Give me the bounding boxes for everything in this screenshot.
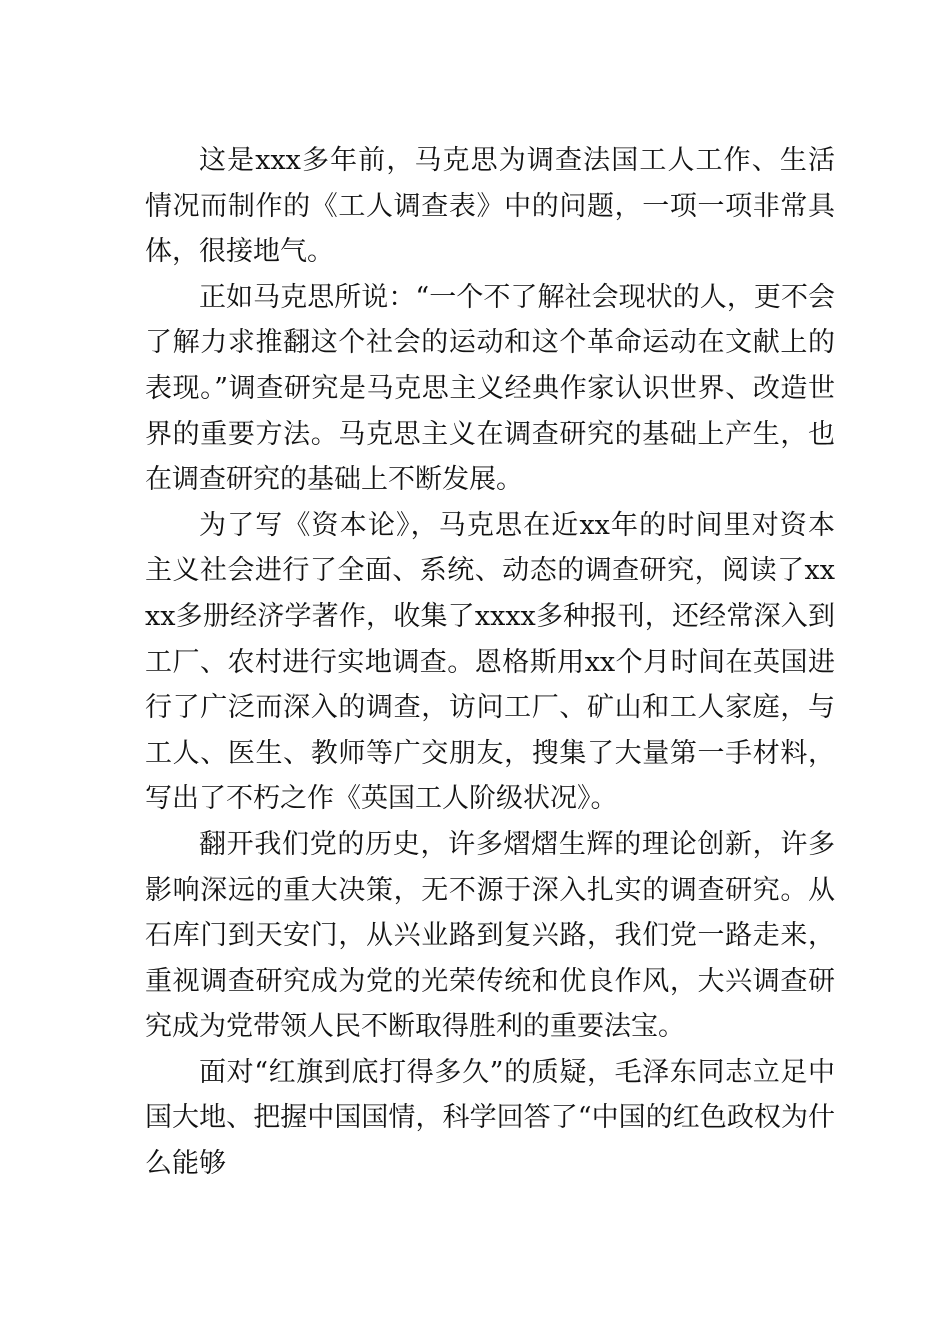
paragraph-2: 正如马克思所说：“一个不了解社会现状的人，更不会了解力求推翻这个社会的运动和这个革命运动在文献上的表现。”调查研究是马克思主义经典作家认识世界、改造世界的重要方法。马克思主义在调查研究的基础上产生，也在调查研究的基础上不断发展。 [145,281,835,496]
paragraph-4: 翻开我们党的历史，许多熠熠生辉的理论创新，许多影响深远的重大决策，无不源于深入扎实的调查研究。从石库门到天安门，从兴业路到复兴路，我们党一路走来，重视调查研究成为党的光荣传统和优良作风，大兴调查研究成为党带领人民不断取得胜利的重要法宝。 [145,828,835,1043]
paragraph-5: 面对“红旗到底打得多久”的质疑，毛泽东同志立足中国大地、把握中国国情，科学回答了“中国的红色政权为什么能够 [145,1056,835,1180]
document-body [145,138,835,1187]
paragraph-3: 为了写《资本论》，马克思在近xx年的时间里对资本主义社会进行了全面、系统、动态的调查研究，阅读了xxxx多册经济学著作，收集了xxxx多种报刊，还经常深入到工厂、农村进行实地调查。恩格斯用xx个月时间在英国进行了广泛而深入的调查，访问工厂、矿山和工人家庭，与工人、医生、教师等广交朋友，搜集了大量第一手材料，写出了不朽之作《英国工人阶级状况》。 [145,509,835,815]
paragraph-1: 这是xxx多年前，马克思为调查法国工人工作、生活情况而制作的《工人调查表》中的问题，一项一项非常具体，很接地气。 [145,145,835,268]
